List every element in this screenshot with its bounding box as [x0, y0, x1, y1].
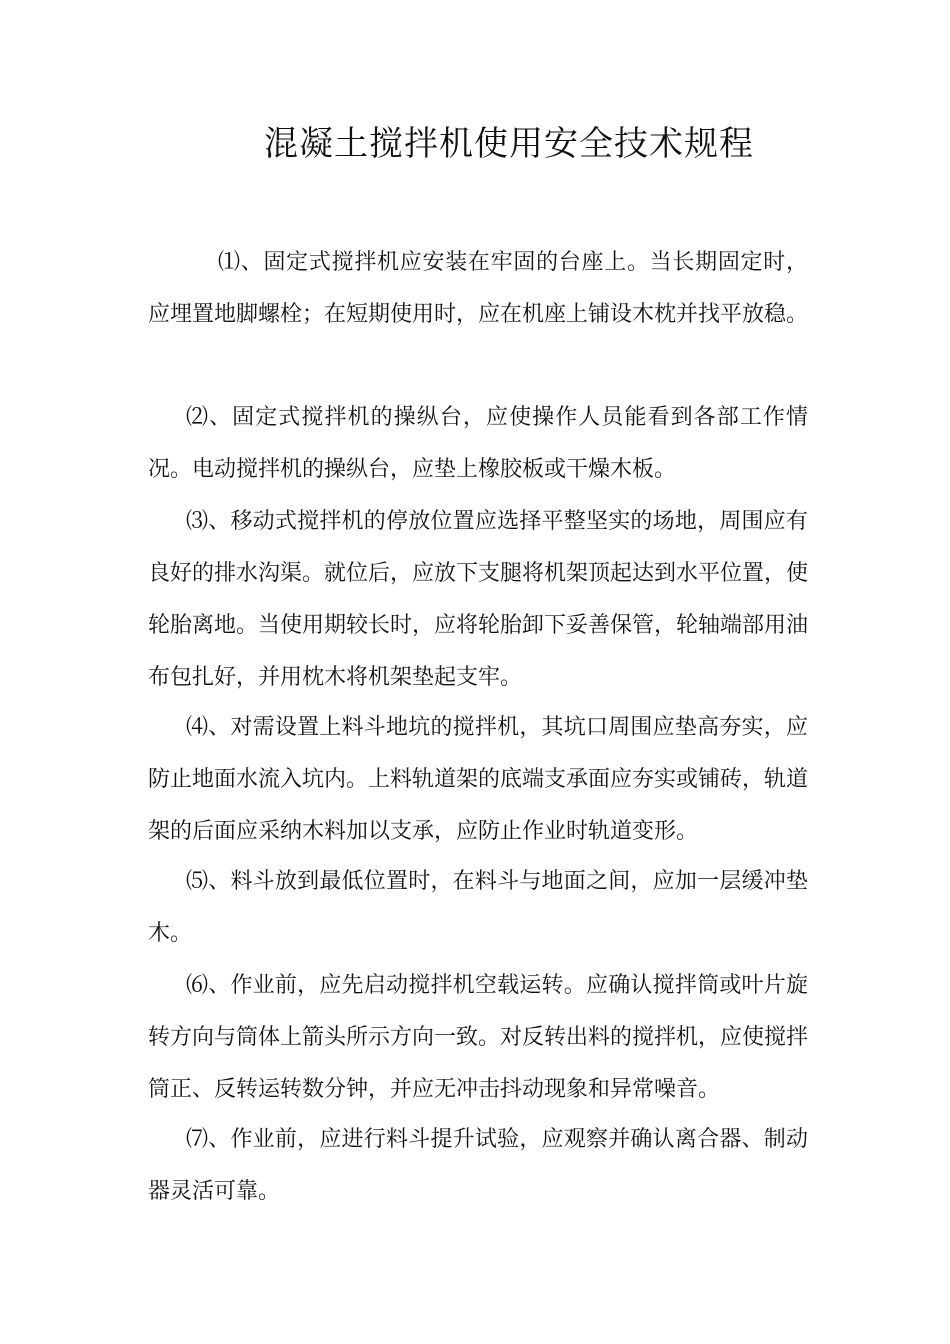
- paragraph-3: ⑶、移动式搅拌机的停放位置应选择平整坚实的场地，周围应有良好的排水沟渠。就位后，应放下支腿将机架顶起达到水平位置，使轮胎离地。当使用期较长时，应将轮胎卸下妥善保管，轮轴端部用油布包扎好，并用枕木将机架垫起支牢。: [148, 509, 809, 690]
- paragraph-4: ⑷、对需设置上料斗地坑的搅拌机，其坑口周围应垫高夯实，应防止地面水流入坑内。上料轨道架的底端支承面应夯实或铺砖，轨道架的后面应采纳木料加以支承，应防止作业时轨道变形。: [148, 715, 809, 844]
- paragraph-6: ⑹、作业前，应先启动搅拌机空载运转。应确认搅拌筒或叶片旋转方向与筒体上箭头所示方向一致。对反转出料的搅拌机，应使搅拌筒正、反转运转数分钟，并应无冲击抖动现象和异常噪音。: [148, 973, 809, 1102]
- paragraph-7: ⑺、作业前，应进行料斗提升试验，应观察并确认离合器、制动器灵活可靠。: [148, 1127, 808, 1204]
- paragraph-2: ⑵、固定式搅拌机的操纵台，应使操作人员能看到各部工作情况。电动搅拌机的操纵台，应垫上橡胶板或干燥木板。: [148, 405, 808, 482]
- paragraph-5: ⑸、料斗放到最低位置时，在料斗与地面之间，应加一层缓冲垫木。: [148, 869, 808, 946]
- document-title: 混凝土搅拌机使用安全技术规程: [264, 124, 754, 164]
- paragraph-1: ⑴、固定式搅拌机应安装在牢固的台座上。当长期固定时，应埋置地脚螺栓；在短期使用时，应在机座上铺设木枕并找平放稳。: [148, 250, 809, 327]
